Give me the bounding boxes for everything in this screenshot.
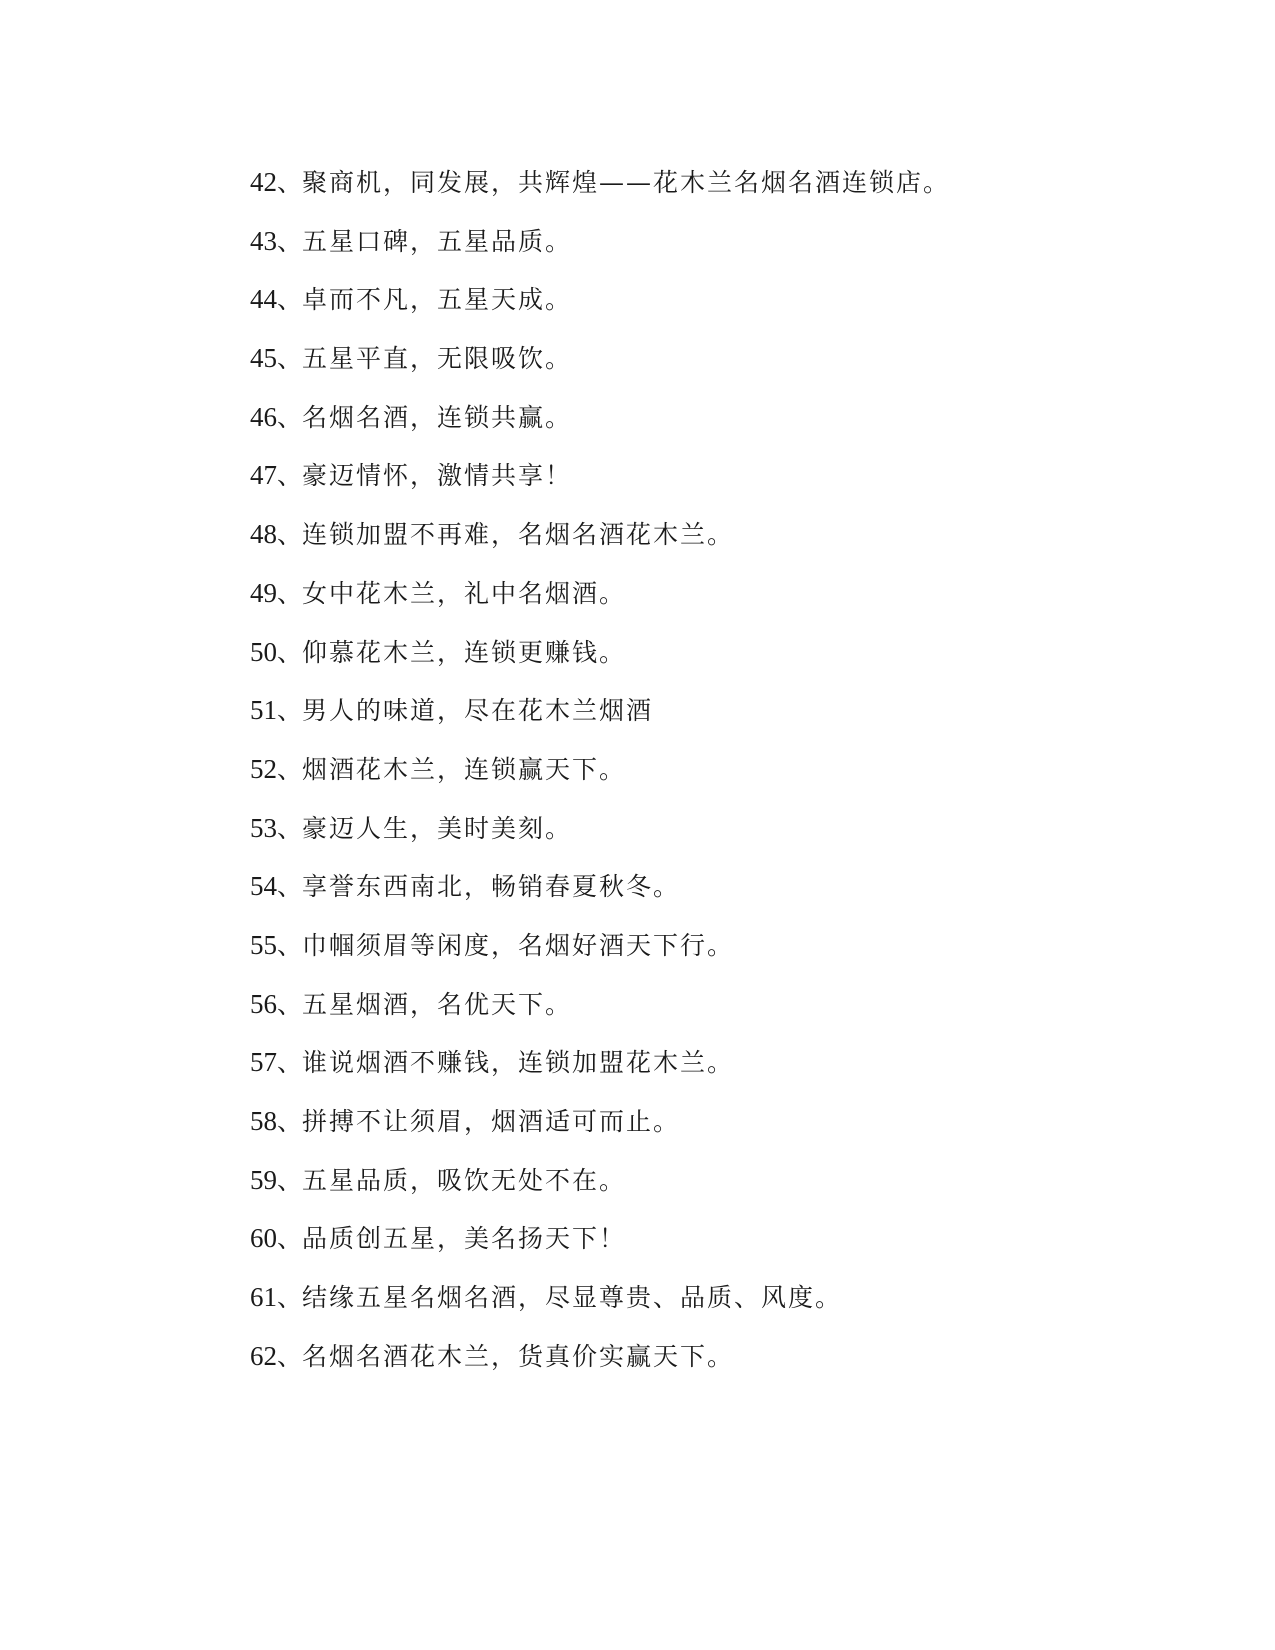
list-item	[250, 866, 950, 925]
item-number: 61	[250, 1282, 277, 1313]
item-text: 五星口碑，五星品质。	[302, 226, 573, 256]
item-text: 五星品质，吸饮无处不在。	[302, 1165, 627, 1195]
item-number: 58	[250, 1106, 277, 1136]
item-number: 60	[250, 1223, 277, 1254]
item-separator: 、	[277, 1341, 303, 1371]
list-item	[250, 455, 950, 514]
item-separator: 、	[277, 402, 303, 432]
list-item	[250, 1042, 950, 1101]
item-number: 55	[250, 929, 277, 960]
item-separator: 、	[277, 989, 303, 1019]
list-item	[250, 221, 950, 280]
item-number: 48	[250, 519, 277, 550]
list-item	[250, 632, 950, 691]
item-number: 47	[250, 460, 277, 491]
list-item	[250, 808, 950, 867]
list-item	[250, 1101, 950, 1160]
item-separator: 、	[277, 344, 303, 374]
item-text: 拼搏不让须眉，烟酒适可而止。	[302, 1107, 681, 1136]
list-item	[250, 162, 950, 221]
item-separator: 、	[277, 1224, 303, 1254]
item-text: 聚商机，同发展，共辉煌——花木兰名烟名酒连锁店。	[302, 168, 951, 197]
item-number: 46	[250, 401, 277, 432]
item-separator: 、	[277, 1107, 303, 1136]
item-number: 45	[250, 343, 277, 374]
list-item	[250, 690, 950, 749]
list-item	[250, 1160, 950, 1219]
item-text: 结缘五星名烟名酒，尽显尊贵、品质、风度。	[302, 1283, 843, 1313]
item-number: 52	[250, 753, 277, 784]
item-number: 42	[250, 167, 277, 197]
item-number: 51	[250, 695, 277, 726]
item-separator: 、	[277, 285, 303, 315]
item-text: 名烟名酒，连锁共赢。	[302, 402, 573, 432]
item-text: 男人的味道，尽在花木兰烟酒	[302, 696, 654, 726]
item-text: 五星烟酒，名优天下。	[302, 989, 573, 1019]
list-item	[250, 984, 950, 1043]
item-number: 50	[250, 636, 277, 667]
item-number: 57	[250, 1047, 277, 1078]
item-number: 43	[250, 225, 277, 256]
item-number: 44	[250, 284, 277, 315]
item-number: 53	[250, 812, 277, 843]
item-separator: 、	[277, 637, 303, 667]
list-item	[250, 1218, 950, 1277]
item-text: 享誉东西南北，畅销春夏秋冬。	[302, 872, 681, 902]
item-separator: 、	[277, 872, 303, 902]
item-separator: 、	[277, 930, 303, 960]
item-text: 连锁加盟不再难，名烟名酒花木兰。	[302, 520, 735, 550]
item-text: 品质创五星，美名扬天下！	[302, 1224, 627, 1254]
list-item	[250, 514, 950, 573]
list-item	[250, 925, 950, 984]
item-text: 豪迈人生，美时美刻。	[302, 813, 573, 843]
list-item	[250, 749, 950, 808]
item-separator: 、	[277, 578, 303, 608]
item-text: 名烟名酒花木兰，货真价实赢天下。	[302, 1341, 735, 1371]
item-text: 五星平直，无限吸饮。	[302, 344, 573, 374]
item-separator: 、	[277, 813, 303, 843]
item-number: 59	[250, 1164, 277, 1195]
item-number: 62	[250, 1340, 277, 1371]
list-item	[250, 338, 950, 397]
item-separator: 、	[277, 1283, 303, 1313]
item-separator: 、	[277, 754, 303, 784]
item-number: 49	[250, 577, 277, 608]
item-separator: 、	[277, 461, 303, 491]
item-text: 谁说烟酒不赚钱，连锁加盟花木兰。	[302, 1048, 735, 1078]
list-item	[250, 1336, 950, 1395]
item-separator: 、	[277, 520, 303, 550]
item-text: 女中花木兰，礼中名烟酒。	[302, 578, 627, 608]
item-separator: 、	[277, 1048, 303, 1078]
slogan-list	[250, 162, 950, 1394]
item-number: 56	[250, 988, 277, 1019]
item-separator: 、	[277, 1165, 303, 1195]
list-item	[250, 279, 950, 338]
item-separator: 、	[277, 226, 303, 256]
item-separator: 、	[277, 168, 303, 197]
item-separator: 、	[277, 696, 303, 726]
item-number: 54	[250, 871, 277, 902]
list-item	[250, 573, 950, 632]
item-text: 巾帼须眉等闲度，名烟好酒天下行。	[302, 930, 735, 960]
item-text: 卓而不凡，五星天成。	[302, 285, 573, 315]
list-item	[250, 397, 950, 456]
item-text: 仰慕花木兰，连锁更赚钱。	[302, 637, 627, 667]
item-text: 烟酒花木兰，连锁赢天下。	[302, 754, 627, 784]
list-item	[250, 1277, 950, 1336]
item-text: 豪迈情怀，激情共享！	[302, 461, 573, 491]
